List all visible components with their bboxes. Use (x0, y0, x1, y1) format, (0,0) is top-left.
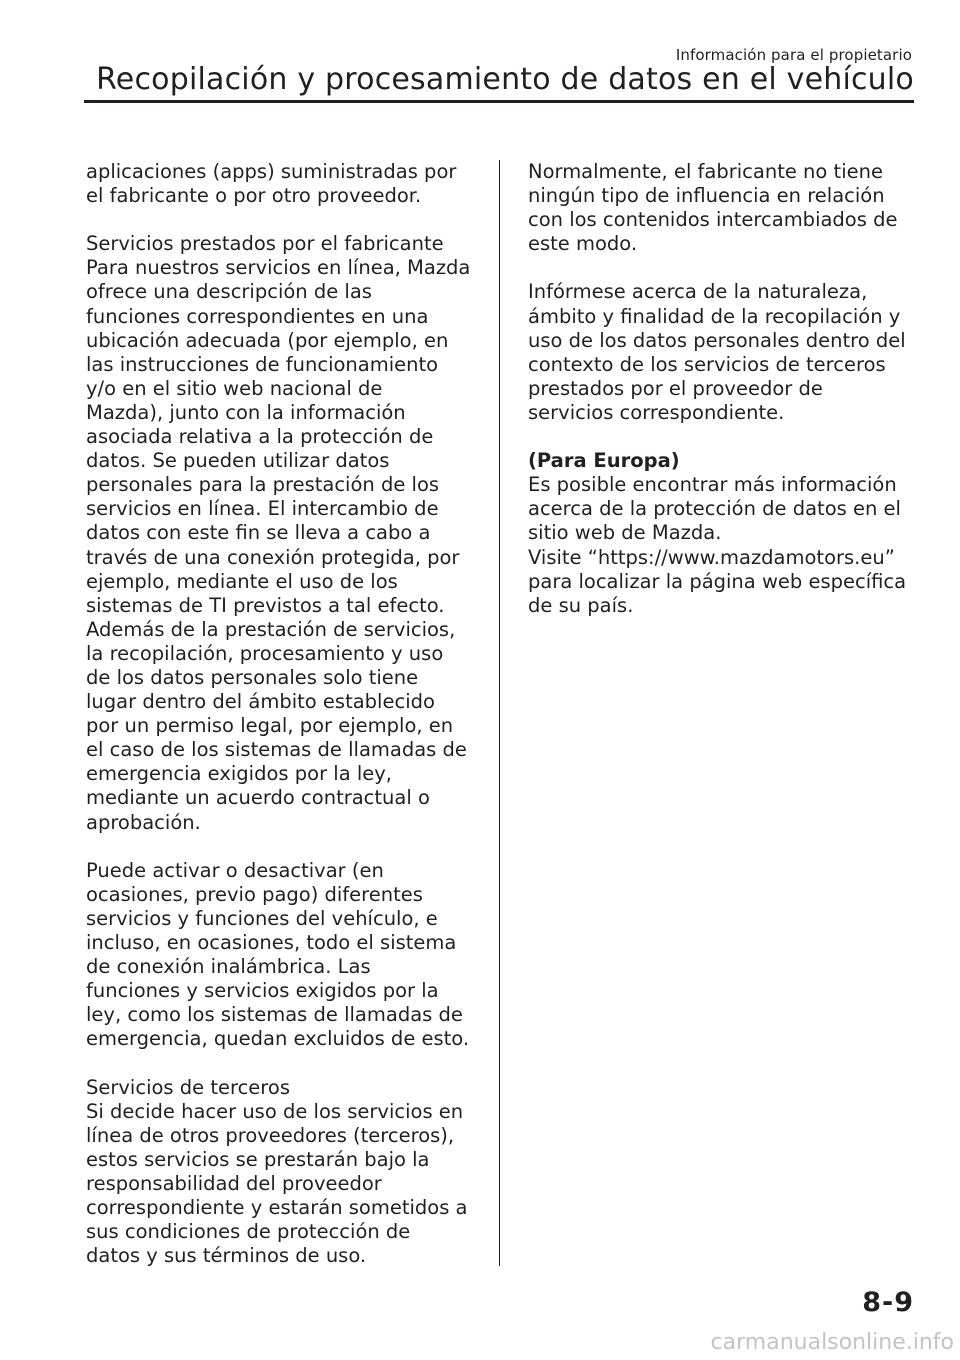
text-line: contexto de los servicios de terceros (528, 352, 886, 376)
text-line: personales para la prestación de los (86, 473, 440, 497)
text-line: asociada relativa a la protección de (86, 425, 434, 449)
text-line: de los datos personales solo tiene (86, 665, 419, 689)
text-line: Además de la prestación de servicios, (86, 617, 456, 641)
text-line: ubicación adecuada (por ejemplo, en (86, 328, 449, 352)
text-line: servicios y funciones del vehículo, e (86, 906, 438, 930)
watermark: carmanualsonline.info (710, 1330, 954, 1355)
text-line: la recopilación, procesamiento y uso (86, 641, 444, 665)
text-line: ejemplo, mediante el uso de los (86, 569, 398, 593)
text-line: línea de otros proveedores (terceros), (86, 1123, 455, 1147)
text-line: servicios en línea. El intercambio de (86, 497, 439, 521)
text-line: ofrece una descripción de las (86, 280, 372, 304)
section-label: Información para el propietario (675, 46, 912, 64)
text-line: ocasiones, previo pago) diferentes (86, 882, 423, 906)
text-line: aprobación. (86, 810, 201, 834)
text-line: funciones y servicios exigidos por la (86, 979, 439, 1003)
text-line: ámbito y finalidad de la recopilación y (528, 304, 901, 328)
text-line: datos y sus términos de uso. (86, 1244, 367, 1268)
text-line: correspondiente y estarán sometidos a (86, 1196, 468, 1220)
text-line: datos con este fin se lleva a cabo a (86, 521, 431, 545)
page-number: 8-9 (862, 1287, 914, 1318)
text-line: Es posible encontrar más información (528, 473, 897, 497)
paragraph-inform-yourself (528, 280, 923, 425)
text-line: Infórmese acerca de la naturaleza, (528, 280, 868, 304)
text-line: de su país. (528, 593, 634, 617)
text-line: incluso, en ocasiones, todo el sistema (86, 931, 457, 954)
text-line: servicios correspondiente. (528, 400, 785, 424)
website-reference: Visite “https://www.mazdamotors.eu” (528, 545, 895, 569)
text-line: las instrucciones de funcionamiento (86, 352, 439, 376)
text-line: y/o en el sitio web nacional de (86, 376, 383, 400)
text-line: través de una conexión protegida, por (86, 545, 460, 569)
text-line: ningún tipo de influencia en relación (528, 184, 885, 208)
text-line: mediante un acuerdo contractual o (86, 786, 430, 810)
text-line: datos. Se pueden utilizar datos (86, 449, 390, 473)
text-line: prestados por el proveedor de (528, 376, 823, 400)
text-line: uso de los datos personales dentro del (528, 328, 906, 352)
paragraph-europe (528, 449, 923, 618)
paragraph-manufacturer-influence (528, 160, 923, 256)
text-line: aplicaciones (apps) suministradas por (86, 160, 457, 183)
text-line: Puede activar o desactivar (en (86, 858, 384, 882)
text-line: Normalmente, el fabricante no tiene (528, 160, 883, 183)
paragraph-intro (86, 160, 486, 208)
page-title: Recopilación y procesamiento de datos en el vehículo (96, 62, 914, 97)
text-line: responsabilidad del proveedor (86, 1171, 382, 1195)
text-line: estos servicios se prestarán bajo la (86, 1147, 430, 1171)
paragraph-activate-services (86, 859, 486, 1052)
text-line: emergencia exigidos por la ley, (86, 762, 393, 786)
text-line: ley, como los sistemas de llamadas de (86, 1003, 463, 1027)
text-line: por un permiso legal, por ejemplo, en (86, 714, 454, 738)
text-line: Para nuestros servicios en línea, Mazda (86, 256, 471, 280)
text-line: acerca de la protección de datos en el (528, 497, 901, 521)
text-line: de conexión inalámbrica. Las (86, 955, 371, 979)
text-line: el caso de los sistemas de llamadas de (86, 738, 467, 762)
text-line: lugar dentro del ámbito establecido (86, 690, 435, 714)
page-header (0, 0, 960, 110)
text-line: Mazda), junto con la información (86, 400, 406, 424)
text-line: para localizar la página web específica (528, 569, 907, 593)
right-column (528, 160, 923, 642)
text-line: Si decide hacer uso de los servicios en (86, 1099, 464, 1123)
header-rule (84, 100, 914, 103)
text-line: sistemas de TI previstos a tal efecto. (86, 593, 445, 617)
text-line: el fabricante o por otro proveedor. (86, 184, 422, 208)
text-line: emergencia, quedan excluidos de esto. (86, 1027, 470, 1051)
paragraph-manufacturer-services (86, 232, 486, 834)
left-column (86, 160, 486, 1292)
paragraph-third-party-services (86, 1076, 486, 1269)
text-line: Servicios de terceros (86, 1075, 290, 1099)
text-line: este modo. (528, 232, 638, 256)
text-line: sitio web de Mazda. (528, 521, 722, 545)
text-line: funciones correspondientes en una (86, 304, 429, 328)
text-line: Servicios prestados por el fabricante (86, 232, 444, 256)
column-divider (499, 160, 500, 1266)
text-line: sus condiciones de protección de (86, 1220, 411, 1244)
text-line: con los contenidos intercambiados de (528, 208, 898, 232)
europe-heading: (Para Europa) (528, 449, 680, 473)
